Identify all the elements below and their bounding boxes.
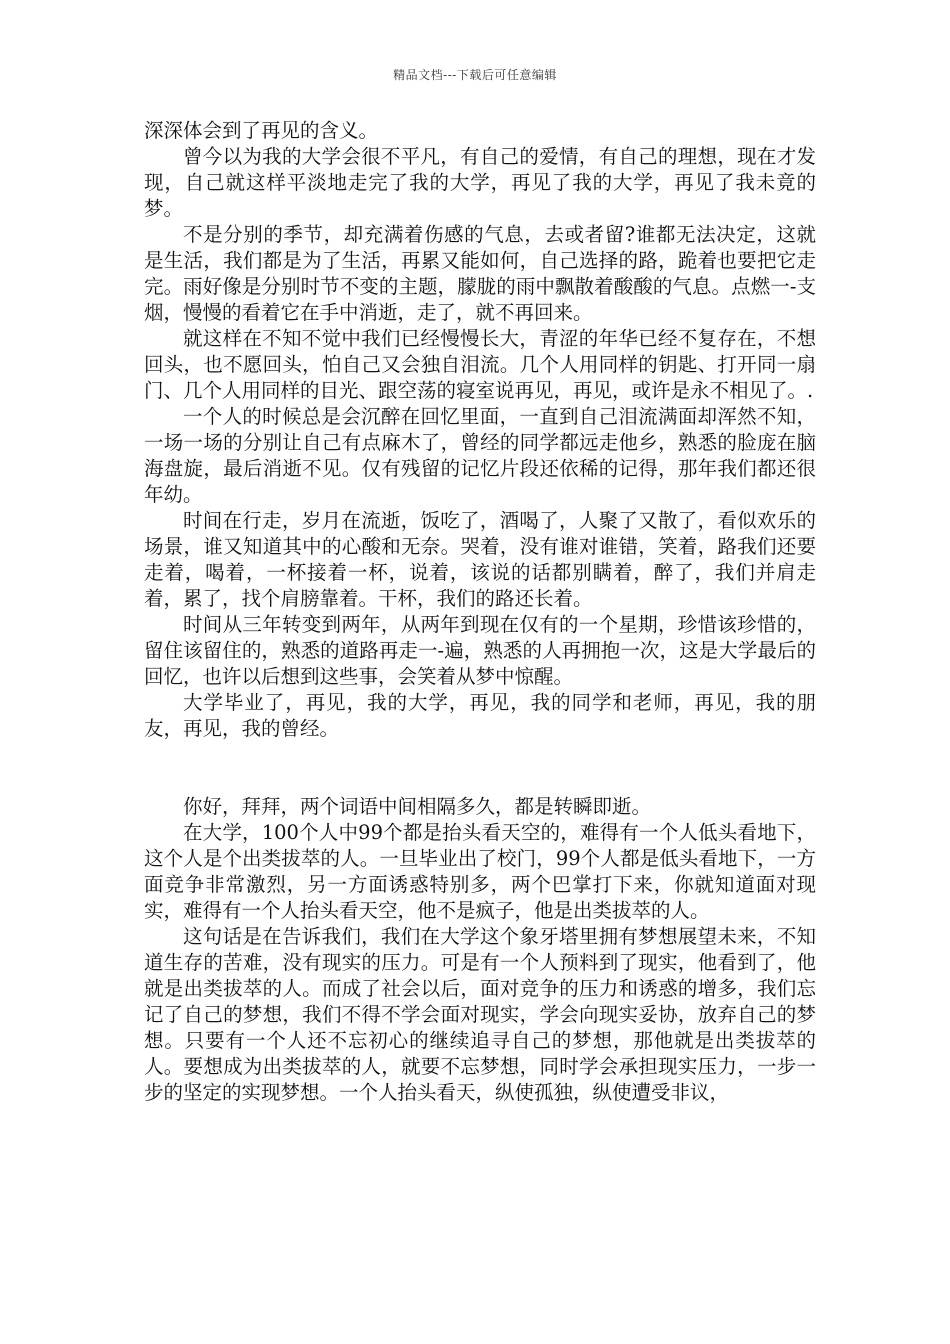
paragraph: 这句话是在告诉我们，我们在大学这个象牙塔里拥有梦想展望未来，不知道生存的苦难，没有现实的压力。可是有一个人预料到了现实，他看到了，他就是出类拔萃的人。而成了社会以后，面对竞争的压力和诱惑的增多，我们忘记了自己的梦想，我们不得不学会面对现实，学会向现实妥协，放弃自己的梦想。只要有一个人还不忘初心的继续追寻自己的梦想，那他就是出类拔萃的人。要想成为出类拔萃的人，就要不忘梦想，同时学会承担现实压力，一步一步的坚定的实现梦想。一个人抬头看天，纵使孤独，纵使遭受非议，	[144, 925, 816, 1104]
paragraph: 不是分别的季节，却充满着伤感的气息，去或者留?谁都无法决定，这就是生活，我们都是为了生活，再累又能如何，自己选择的路，跪着也要把它走完。雨好像是分别时节不变的主题，朦胧的雨中飘散着酸酸的气息。点燃一-支烟，慢慢的看着它在手中消逝，走了，就不再回来。	[144, 223, 816, 324]
section-spacer	[144, 742, 816, 794]
page-header: 精品文档---下载后可任意编辑	[393, 68, 557, 82]
paragraph: 时间在行走，岁月在流逝，饭吃了，酒喝了，人聚了又散了，看似欢乐的场景，谁又知道其中的心酸和无奈。哭着，没有谁对谁错，笑着，路我们还要走着，喝着，一杯接着一杯，说着，该说的话都别瞒着，醉了，我们并肩走着，累了，找个肩膀靠着。干杯，我们的路还长着。	[144, 509, 816, 610]
paragraph: 大学毕业了，再见，我的大学，再见，我的同学和老师，再见，我的朋友，再见，我的曾经。	[144, 691, 816, 740]
paragraph: 时间从三年转变到两年，从两年到现在仅有的一个星期，珍惜该珍惜的，留住该留住的，熟悉的道路再走一-遍，熟悉的人再拥抱一次，这是大学最后的回忆，也许以后想到这些事，会笑着从梦中惊醒。	[144, 613, 816, 688]
paragraph: 曾今以为我的大学会很不平凡，有自己的爱情，有自己的理想，现在才发现，自己就这样平淡地走完了我的大学，再见了我的大学，再见了我未竟的梦。	[144, 145, 816, 220]
paragraph: 你好，拜拜，两个词语中间相隔多久，都是转瞬即逝。	[183, 795, 652, 818]
paragraph: 就这样在不知不觉中我们已经慢慢长大，青涩的年华已经不复存在，不想回头，也不愿回头，怕自己又会独自泪流。几个人用同样的钥匙、打开同一扇门、几个人用同样的目光、跟空荡的寝室说再见，再见，或许是永不相见了。.	[144, 327, 816, 402]
paragraph: 深深体会到了再见的含义。	[144, 119, 379, 142]
document-body	[144, 118, 816, 1106]
paragraph: 一个人的时候总是会沉醉在回忆里面，一直到自己泪流满面却浑然不知，一场一场的分别让自己有点麻木了，曾经的同学都远走他乡，熟悉的脸庞在脑海盘旋，最后消逝不见。仅有残留的记忆片段还依稀的记得，那年我们都还很年幼。	[144, 405, 816, 506]
paragraph: 在大学，100个人中99个都是抬头看天空的，难得有一个人低头看地下，这个人是个出类拔萃的人。一旦毕业出了校门，99个人都是低头看地下，一方面竞争非常激烈，另一方面诱惑特别多，两个巴掌打下来，你就知道面对现实，难得有一个人抬头看天空，他不是疯子，他是出类拔萃的人。	[144, 821, 816, 922]
